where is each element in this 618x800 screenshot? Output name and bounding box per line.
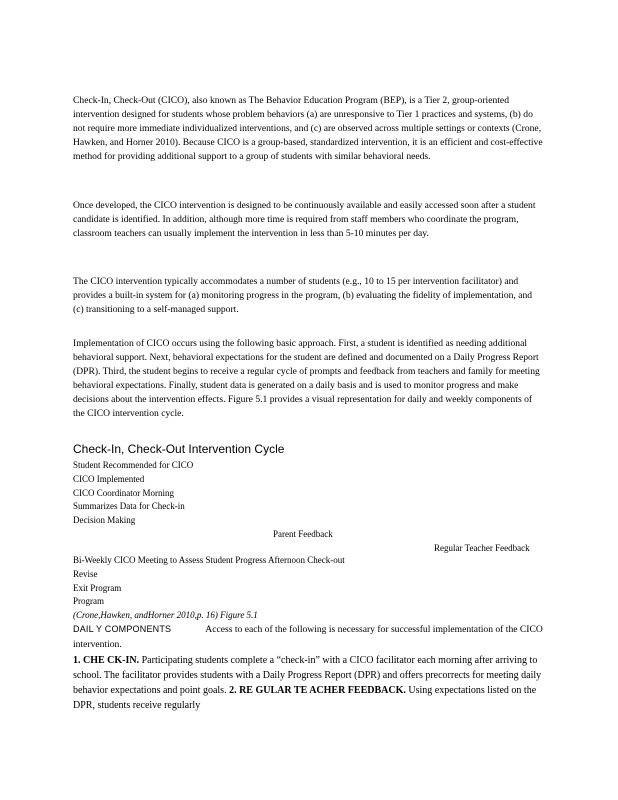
figure-step: Student Recommended for CICO — [73, 460, 194, 470]
component-checkin-label: 1. CHE CK-IN. — [73, 655, 140, 666]
figure-parent-feedback: Parent Feedback — [273, 529, 333, 539]
figure-step: Bi-Weekly CICO Meeting to Assess Student Progress Afternoon Check-out — [73, 555, 345, 565]
paragraph-implementation: Implementation of CICO occurs using the following basic approach. First, a student is identified as needing additional behavioral support. Next, behavioral expectations for the student are defined and documented on a Daily Progress Report (DPR). Third, the student begins to receive a regular cycle of prompts and feedback from teachers and family for meeting behavioral expectations. Finally, student data is generated on a daily basis and is used to monitor progress and make decisions about the intervention effects. Figure 5.1 provides a visual representation for daily and weekly components of the CICO intervention cycle. — [73, 338, 540, 419]
figure-citation: (Crone,Hawken, andHorner 2010,p. 16) Figure 5.1 — [73, 610, 258, 621]
daily-components-text: Access to each of the following is necessary for successful implementation of the CICO intervention. — [73, 624, 543, 650]
component-feedback-label: 2. RE GULAR TE ACHER FEEDBACK. — [229, 685, 406, 696]
paragraph-capacity: The CICO intervention typically accommodates a number of students (e.g., 10 to 15 per intervention facilitator) and provides a built-in system for (a) monitoring progress in the program, (b) evaluating the fidelity of implementation, and (c) transitioning to a self-managed support. — [73, 276, 533, 315]
components-list — [73, 653, 545, 713]
component-feedback-text: Using expectations listed on the DPR, students receive regularly — [73, 685, 537, 711]
figure-step: CICO Coordinator Morning — [73, 487, 174, 498]
figure-teacher-feedback: Regular Teacher Feedback — [434, 543, 530, 553]
figure-step: Revise — [73, 568, 98, 579]
figure-steps-bottom — [73, 554, 345, 623]
component-checkin-text: Participating students complete a “check-in” with a CICO facilitator each morning after arriving to school. The facilitator provides students with a Daily Progress Report (DPR) and offers precorrects for meeting daily behavior expectations and point goals. — [73, 655, 542, 696]
paragraph-development: Once developed, the CICO intervention is designed to be continuously available and easily accessed soon after a student candidate is identified. In addition, although more time is required from staff members who coordinate the program, classroom teachers can usually implement the intervention in less than 5-10 minutes per day. — [73, 200, 536, 239]
daily-components-section — [73, 622, 545, 652]
daily-components-title: DAIL Y COMPONENTS — [73, 624, 172, 634]
figure-step: Decision Making — [73, 515, 136, 526]
figure-step: Program — [73, 596, 104, 607]
figure-step: Exit Program — [73, 582, 122, 593]
figure-step: Summarizes Data for Check-in — [73, 501, 185, 512]
figure-steps-top — [73, 459, 193, 528]
figure-step: CICO Implemented — [73, 473, 145, 484]
paragraph-intro: Check-In, Check-Out (CICO), also known as The Behavior Education Program (BEP), is a Tier 2, group-oriented intervention designed for students whose problem behaviors (a) are unresponsive to Tier 1 practices and systems, (b) do not require more immediate individualized interventions, and (c) are observed across multiple settings or contexts (Crone, Hawken, and Horner 2010). Because CICO is a group-based, standardized intervention, it is an efficient and cost-effective method for providing additional support to a group of students with similar behavioral needs. — [73, 95, 543, 162]
figure-title: Check-In, Check-Out Intervention Cycle — [73, 442, 285, 456]
